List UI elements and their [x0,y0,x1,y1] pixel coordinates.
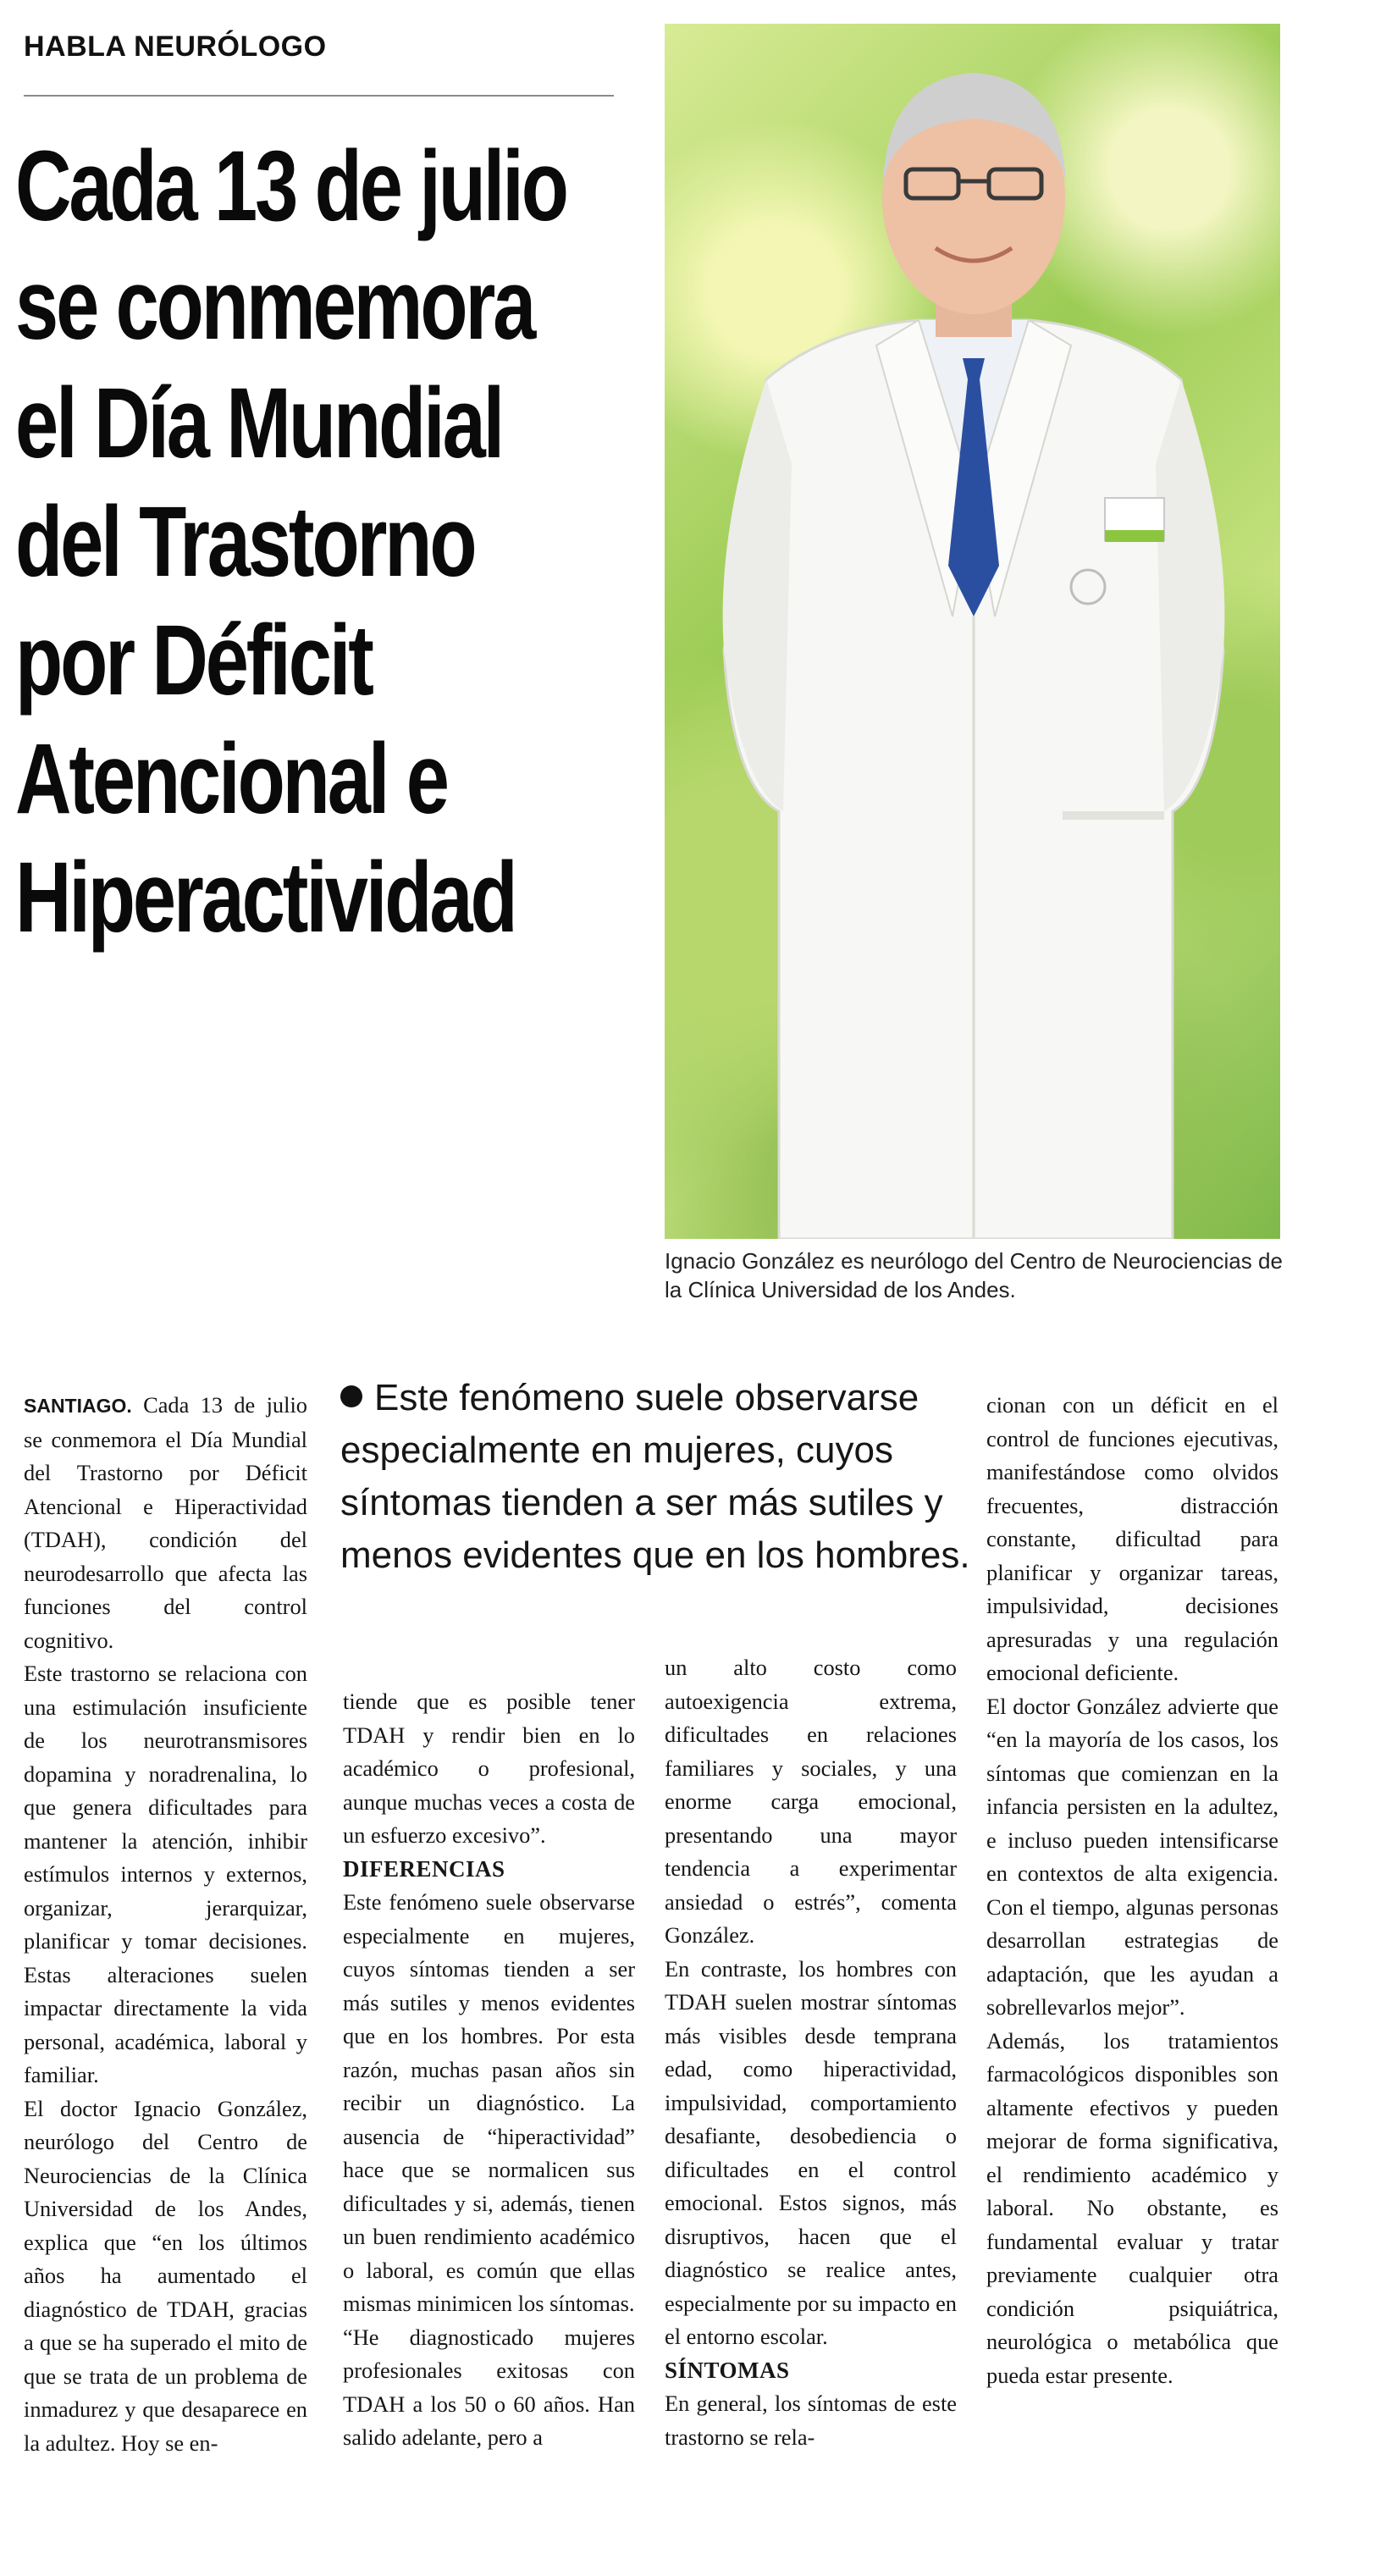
subheading-differences: DIFERENCIAS [343,1855,505,1882]
photo-caption: Ignacio González es neurólogo del Centro de Neurociencias de la Clínica Universidad de los Andes. [665,1248,1283,1302]
headline-line: Hiperactividad [15,842,516,954]
paragraph: Este fenómeno suele observarse especialmente en mujeres, cuyos síntomas tienden a ser más sutiles y menos evidentes que en los hombres. Por esta razón, muchas pasan años sin recibir un diagnóstico. La ausencia de “hiperactividad” hace que se normalicen sus dificultades y si, además, tienen un buen rendimiento académico o laboral, es común que ellas mismas minimicen los síntomas. [343,1889,635,2316]
paragraph: cionan con un déficit en el control de funciones ejecutivas, manifestándose como olvidos frecuentes, distracción constante, dificultad para planificar y organizar tareas, impulsividad, decisiones apresuradas y una regulación emocional deficiente. [986,1392,1278,1685]
portrait-illustration [665,24,1280,1239]
article-column-3 [665,1651,957,2454]
paragraph: “He diagnosticado mujeres profesionales exitosas con TDAH a los 50 o 60 años. Han salido adelante, pero a [343,2324,635,2450]
doctor-portrait-photo [665,24,1280,1239]
pull-quote [340,1372,984,1582]
paragraph: un alto costo como autoexigencia extrema, dificultades en relaciones familiares y sociales, y una enorme carga emocional, presentando una mayor tendencia a experimentar ansiedad o estrés”, comenta González. [665,1655,957,1948]
kicker-divider [24,95,614,97]
article-column-4 [986,1389,1278,2392]
paragraph: Además, los tratamientos farmacológicos disponibles son altamente efectivos y pueden mejorar de forma significativa, el rendimiento académico y laboral. No obstante, es fundamental evaluar y tratar previamente cualquier otra condición psiquiátrica, neurológica o metabólica que pueda estar presente. [986,2027,1278,2388]
dateline: SANTIAGO. [24,1395,132,1417]
headline-line: Atencional e [15,723,447,835]
headline-line: el Día Mundial [15,368,503,479]
article-column-2 [343,1685,635,2455]
bullet-icon [340,1385,362,1407]
paragraph-text: Cada 13 de julio se conmemora el Día Mundial del Trastorno por Déficit Atencional e Hiperactividad (TDAH), condición del neurodesarrollo que afecta las funciones del control cognitivo. [24,1392,307,1653]
headline-line: por Déficit [15,605,372,716]
article-column-1 [24,1389,307,2460]
headline-line: Cada 13 de julio [15,130,566,242]
paragraph: El doctor González advierte que “en la mayoría de los casos, los síntomas que comienzan en la infancia persisten en la adultez, e incluso pueden intensificarse en contextos de alta exigencia. Con el tiempo, algunas personas desarrollan estrategias de adaptación, que les ayudan a sobrellevarlos mejor”. [986,1693,1278,2020]
paragraph: En general, los síntomas de este trastorno se rela- [665,2391,957,2450]
headline-line: del Trastorno [15,486,475,598]
paragraph [24,1389,307,1657]
paragraph: El doctor Ignacio González, neurólogo del Centro de Neurociencias de la Clínica Universidad de los Andes, explica que “en los últimos años ha aumentado el diagnóstico de TDAH, gracias a que se ha superado el mito de que se trata de un problema de inmadurez y que desaparece en la adultez. Hoy se en- [24,2095,307,2456]
subheading-symptoms: SÍNTOMAS [665,2357,790,2383]
paragraph: tiende que es posible tener TDAH y rendir bien en lo académico o profesional, aunque muchas veces a costa de un esfuerzo excesivo”. [343,1689,635,1848]
article-headline [15,127,566,957]
headline-line: se conmemora [15,249,534,361]
pull-quote-text: Este fenómeno suele observarse especialmente en mujeres, cuyos síntomas tienden a ser más sutiles y menos evidentes que en los hombres. [340,1377,970,1576]
paragraph: En contraste, los hombres con TDAH suelen mostrar síntomas más visibles desde temprana edad, como hiperactividad, impulsividad, comportamiento desafiante, desobediencia o dificultades en el control emocional. Estos signos, más disruptivos, hacen que el diagnóstico se realice antes, especialmente por su impacto en el entorno escolar. [665,1955,957,2349]
section-kicker: HABLA NEURÓLOGO [24,30,327,63]
paragraph: Este trastorno se relaciona con una estimulación insuficiente de los neurotransmisores dopamina y noradrenalina, lo que genera dificultades para mantener la atención, inhibir estímulos internos y externos, organizar, jerarquizar, planificar y tomar decisiones. Estas alteraciones suelen impactar directamente la vida personal, académica, laboral y familiar. [24,1661,307,2087]
